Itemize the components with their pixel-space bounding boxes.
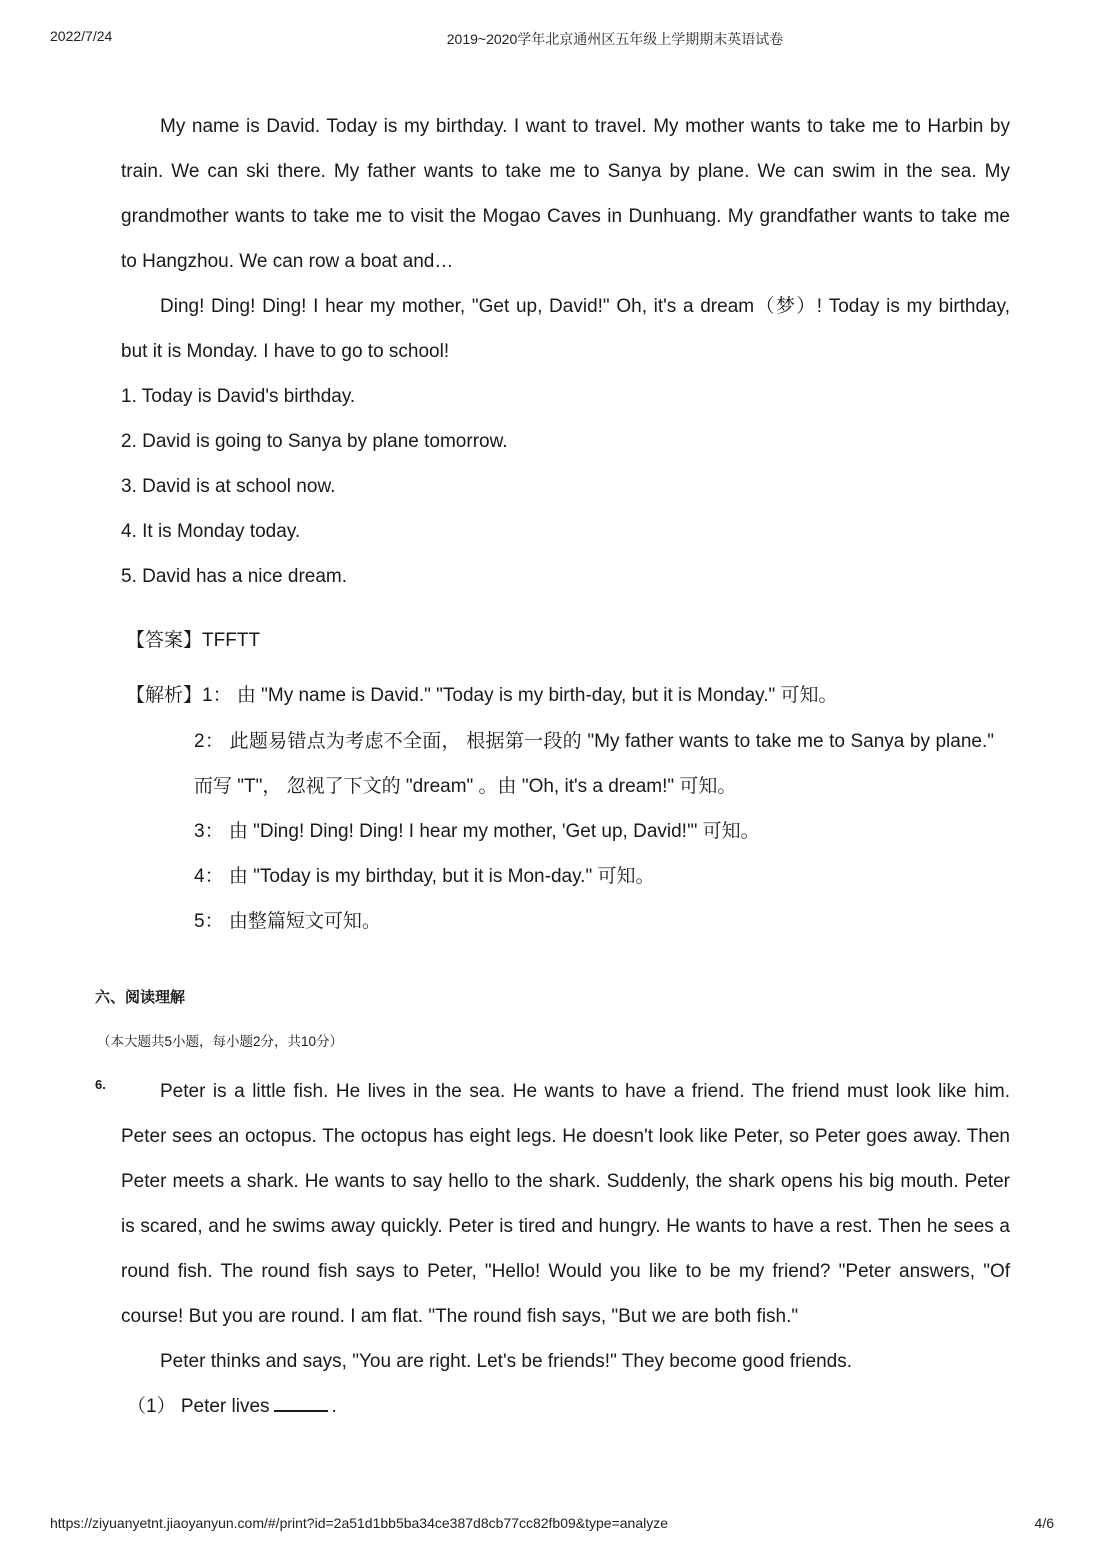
question-1 <box>121 1384 1010 1429</box>
footer-url: https://ziyuanyetnt.jiaoyanyun.com/#/print?id=2a51d1bb5ba34ce387d8cb77cc82fb09&type=analyze <box>50 1515 669 1531</box>
answer-label: 【答案】 <box>126 630 203 651</box>
statement-item: 4. It is Monday today. <box>121 521 301 542</box>
analysis-item: 3： 由 "Ding! Ding! Ding! I hear my mother, 'Get up, David!'" 可知。 <box>194 821 760 842</box>
section-note: （本大题共5小题，每小题2分，共10分） <box>97 1034 344 1049</box>
analysis-item: 5： 由整篇短文可知。 <box>194 911 381 932</box>
document-title: 2019~2020学年北京通州区五年级上学期期末英语试卷 <box>446 31 784 47</box>
passage-6 <box>121 1069 1010 1429</box>
passage-paragraph: Peter is a little fish. He lives in the sea. He wants to have a friend. The friend must look like him. Peter sees an octopus. The octopus has eight legs. He doesn't look like Peter, so Peter goes away. Then Peter meets a shark. He wants to say hello to the shark. Suddenly, the shark opens his big mouth. Peter is scared, and he swims away quickly. Peter is tired and hungry. He wants to have a rest. Then he sees a round fish. The round fish says to Peter, "Hello! Would you like to be my friend? "Peter answers, "Of course! But you are round. I am flat. "The round fish says, "But we are both fish." <box>121 1081 1010 1327</box>
statement-item: 3. David is at school now. <box>121 476 336 497</box>
passage-paragraph: My name is David. Today is my birthday. I want to travel. My mother wants to take me to Harbin by train. We can ski there. My father wants to take me to Sanya by plane. We can swim in the sea. My grandmother wants to take me to visit the Mogao Caves in Dunhuang. My grandfather wants to take me to Hangzhou. We can row a boat and… <box>121 116 1010 272</box>
analysis-item: 4： 由 "Today is my birthday, but it is Mon-day." 可知。 <box>194 866 655 887</box>
print-date: 2022/7/24 <box>50 28 113 44</box>
passage-5 <box>121 104 1010 599</box>
statement-item: 5. David has a nice dream. <box>121 566 348 587</box>
question-number: 6. <box>95 1077 106 1092</box>
passage-paragraph: Ding! Ding! Ding! I hear my mother, "Get up, David!" Oh, it's a dream（梦）! Today is my birthday, but it is Monday. I have to go to school! <box>121 296 1010 362</box>
answer-blank[interactable] <box>274 1394 328 1412</box>
analysis-label: 【解析】 <box>126 685 203 706</box>
analysis-first-line <box>126 678 838 714</box>
statement-item: 2. David is going to Sanya by plane tomorrow. <box>121 431 508 452</box>
question-1-label: （1） Peter lives <box>127 1396 270 1417</box>
analysis-item: 1： 由 "My name is David." "Today is my birth-day, but it is Monday." 可知。 <box>202 685 838 706</box>
page-number: 4/6 <box>1034 1515 1054 1531</box>
answer-line <box>126 623 260 659</box>
passage-paragraph: Peter thinks and says, "You are right. Let's be friends!" They become good friends. <box>160 1351 853 1372</box>
section-title: 六、阅读理解 <box>95 989 186 1006</box>
statement-item: 1. Today is David's birthday. <box>121 386 356 407</box>
analysis-item: 2： 此题易错点为考虑不全面， 根据第一段的 "My father wants to take me to Sanya by plane." 而写 "T"， 忽视了下文的 "dream" 。由 "Oh, it's a dream!" 可知。 <box>194 731 994 797</box>
answer-value: TFFTT <box>202 630 261 651</box>
question-1-end: . <box>331 1396 337 1417</box>
